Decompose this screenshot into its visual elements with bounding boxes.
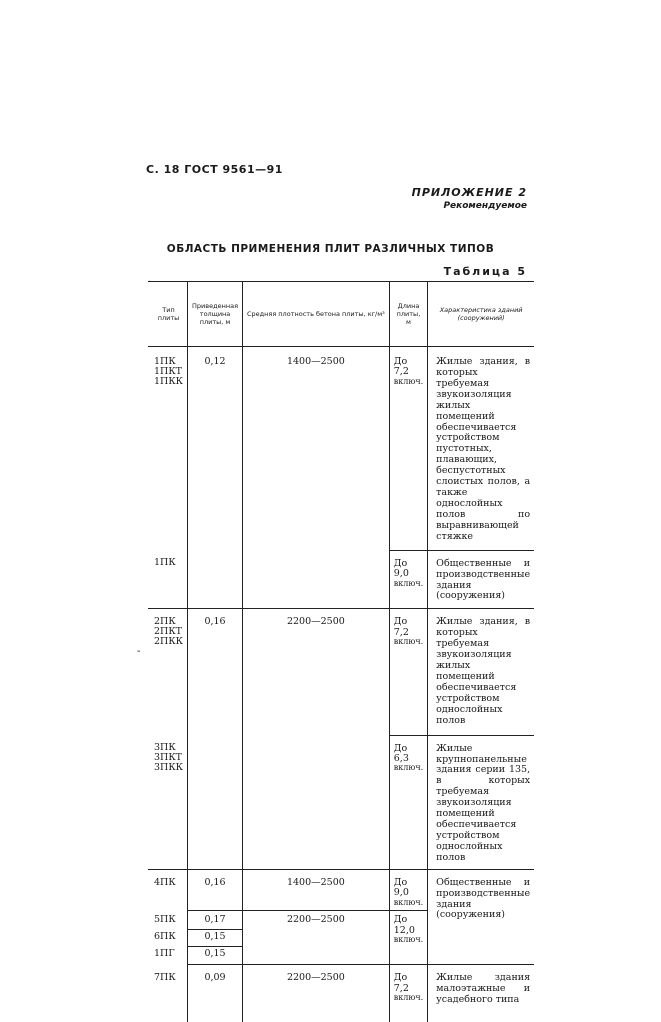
table-header-row [148,282,534,347]
cell-length: До 7,2 включ. [389,347,427,551]
cell-characteristic: Жилые здания, в которых требуемая звукоизоляция жилых помещений обеспечивается устройством однослойных полов [428,609,534,735]
cell-density: 2200—2500 [243,965,390,1022]
cell-length: До 7,2 включ. [389,965,427,1022]
cell-density: 2200—2500 [243,911,390,965]
header-type: Тип плиты [148,282,188,347]
table-row [148,965,534,1022]
cell-thickness: 0,15 [188,930,243,947]
appendix-subtitle: Рекомендуемое [443,201,527,211]
plates-table [148,281,534,1022]
document-title: ОБЛАСТЬ ПРИМЕНЕНИЯ ПЛИТ РАЗЛИЧНЫХ ТИПОВ [166,243,495,255]
cell-thickness: 0,17 [188,911,243,930]
margin-dash-mark: - [137,646,141,657]
cell-length: До 9,0 включ. [389,869,427,911]
cell-type: 6ПК [154,930,176,942]
cell-characteristic: Жилые здания, в которых требуемая звукоизоляция жилых помещений обеспечивается устройством пустотных, плавающих, беспустотных слоистых полов, а также однослойных полов по выравнивающей стяжке [428,347,534,551]
cell-thickness: 0,16 [188,869,243,911]
page-header: С. 18 ГОСТ 9561—91 [146,163,283,176]
header-thickness: Приведенная толщина плиты, м [188,282,243,347]
cell-length: До 7,2 включ. [389,609,427,735]
cell-type: 4ПК [148,869,188,911]
cell-characteristic: Общественные и производственные здания (сооружения) [428,869,534,964]
cell-length: До 9,0 включ. [389,550,427,609]
cell-characteristic: Жилые крупнопанельные здания серии 135, в которых требуемая звукоизоляция помещений обеспечивается устройством однослойных полов [428,735,534,869]
margin-dot-mark: . [148,274,152,285]
table-caption: Таблица 5 [443,265,527,278]
cell-thickness: 0,09 [188,965,243,1022]
cell-density: 1400—2500 [243,869,390,911]
table-row [148,609,534,735]
cell-type: 7ПК [154,971,176,983]
cell-density: 2200—2500 [243,609,390,869]
cell-type: 1ПК [154,557,176,569]
cell-length: До 6,3 включ. [389,735,427,869]
header-length: Длина плиты, м [389,282,427,347]
appendix-title: ПРИЛОЖЕНИЕ 2 [411,186,527,199]
cell-thickness: 0,16 [188,609,243,869]
cell-thickness: 0,15 [188,947,243,965]
cell-type: 5ПК [154,913,176,925]
header-characteristic: Характеристика зданий (сооружений) [428,282,534,347]
table-row [148,347,534,551]
cell-thickness: 0,12 [188,347,243,609]
cell-characteristic: Жилые здания малоэтажные и усадебного типа [428,965,534,1022]
cell-length: До 12,0 включ. [389,911,427,965]
cell-type: 1ПГ [154,947,175,959]
cell-type: 1ПК 1ПКТ 1ПКК [154,356,184,387]
appendix-block [412,186,527,211]
cell-characteristic: Общественные и производственные здания (сооружения) [428,550,534,609]
cell-type: 3ПК 3ПКТ 3ПКК [154,742,184,774]
header-density: Средняя плотность бетона плиты, кг/м³ [243,282,390,347]
cell-type: 2ПК 2ПКТ 2ПКК [148,609,188,735]
cell-density: 1400—2500 [243,347,390,609]
table-row [148,869,534,911]
